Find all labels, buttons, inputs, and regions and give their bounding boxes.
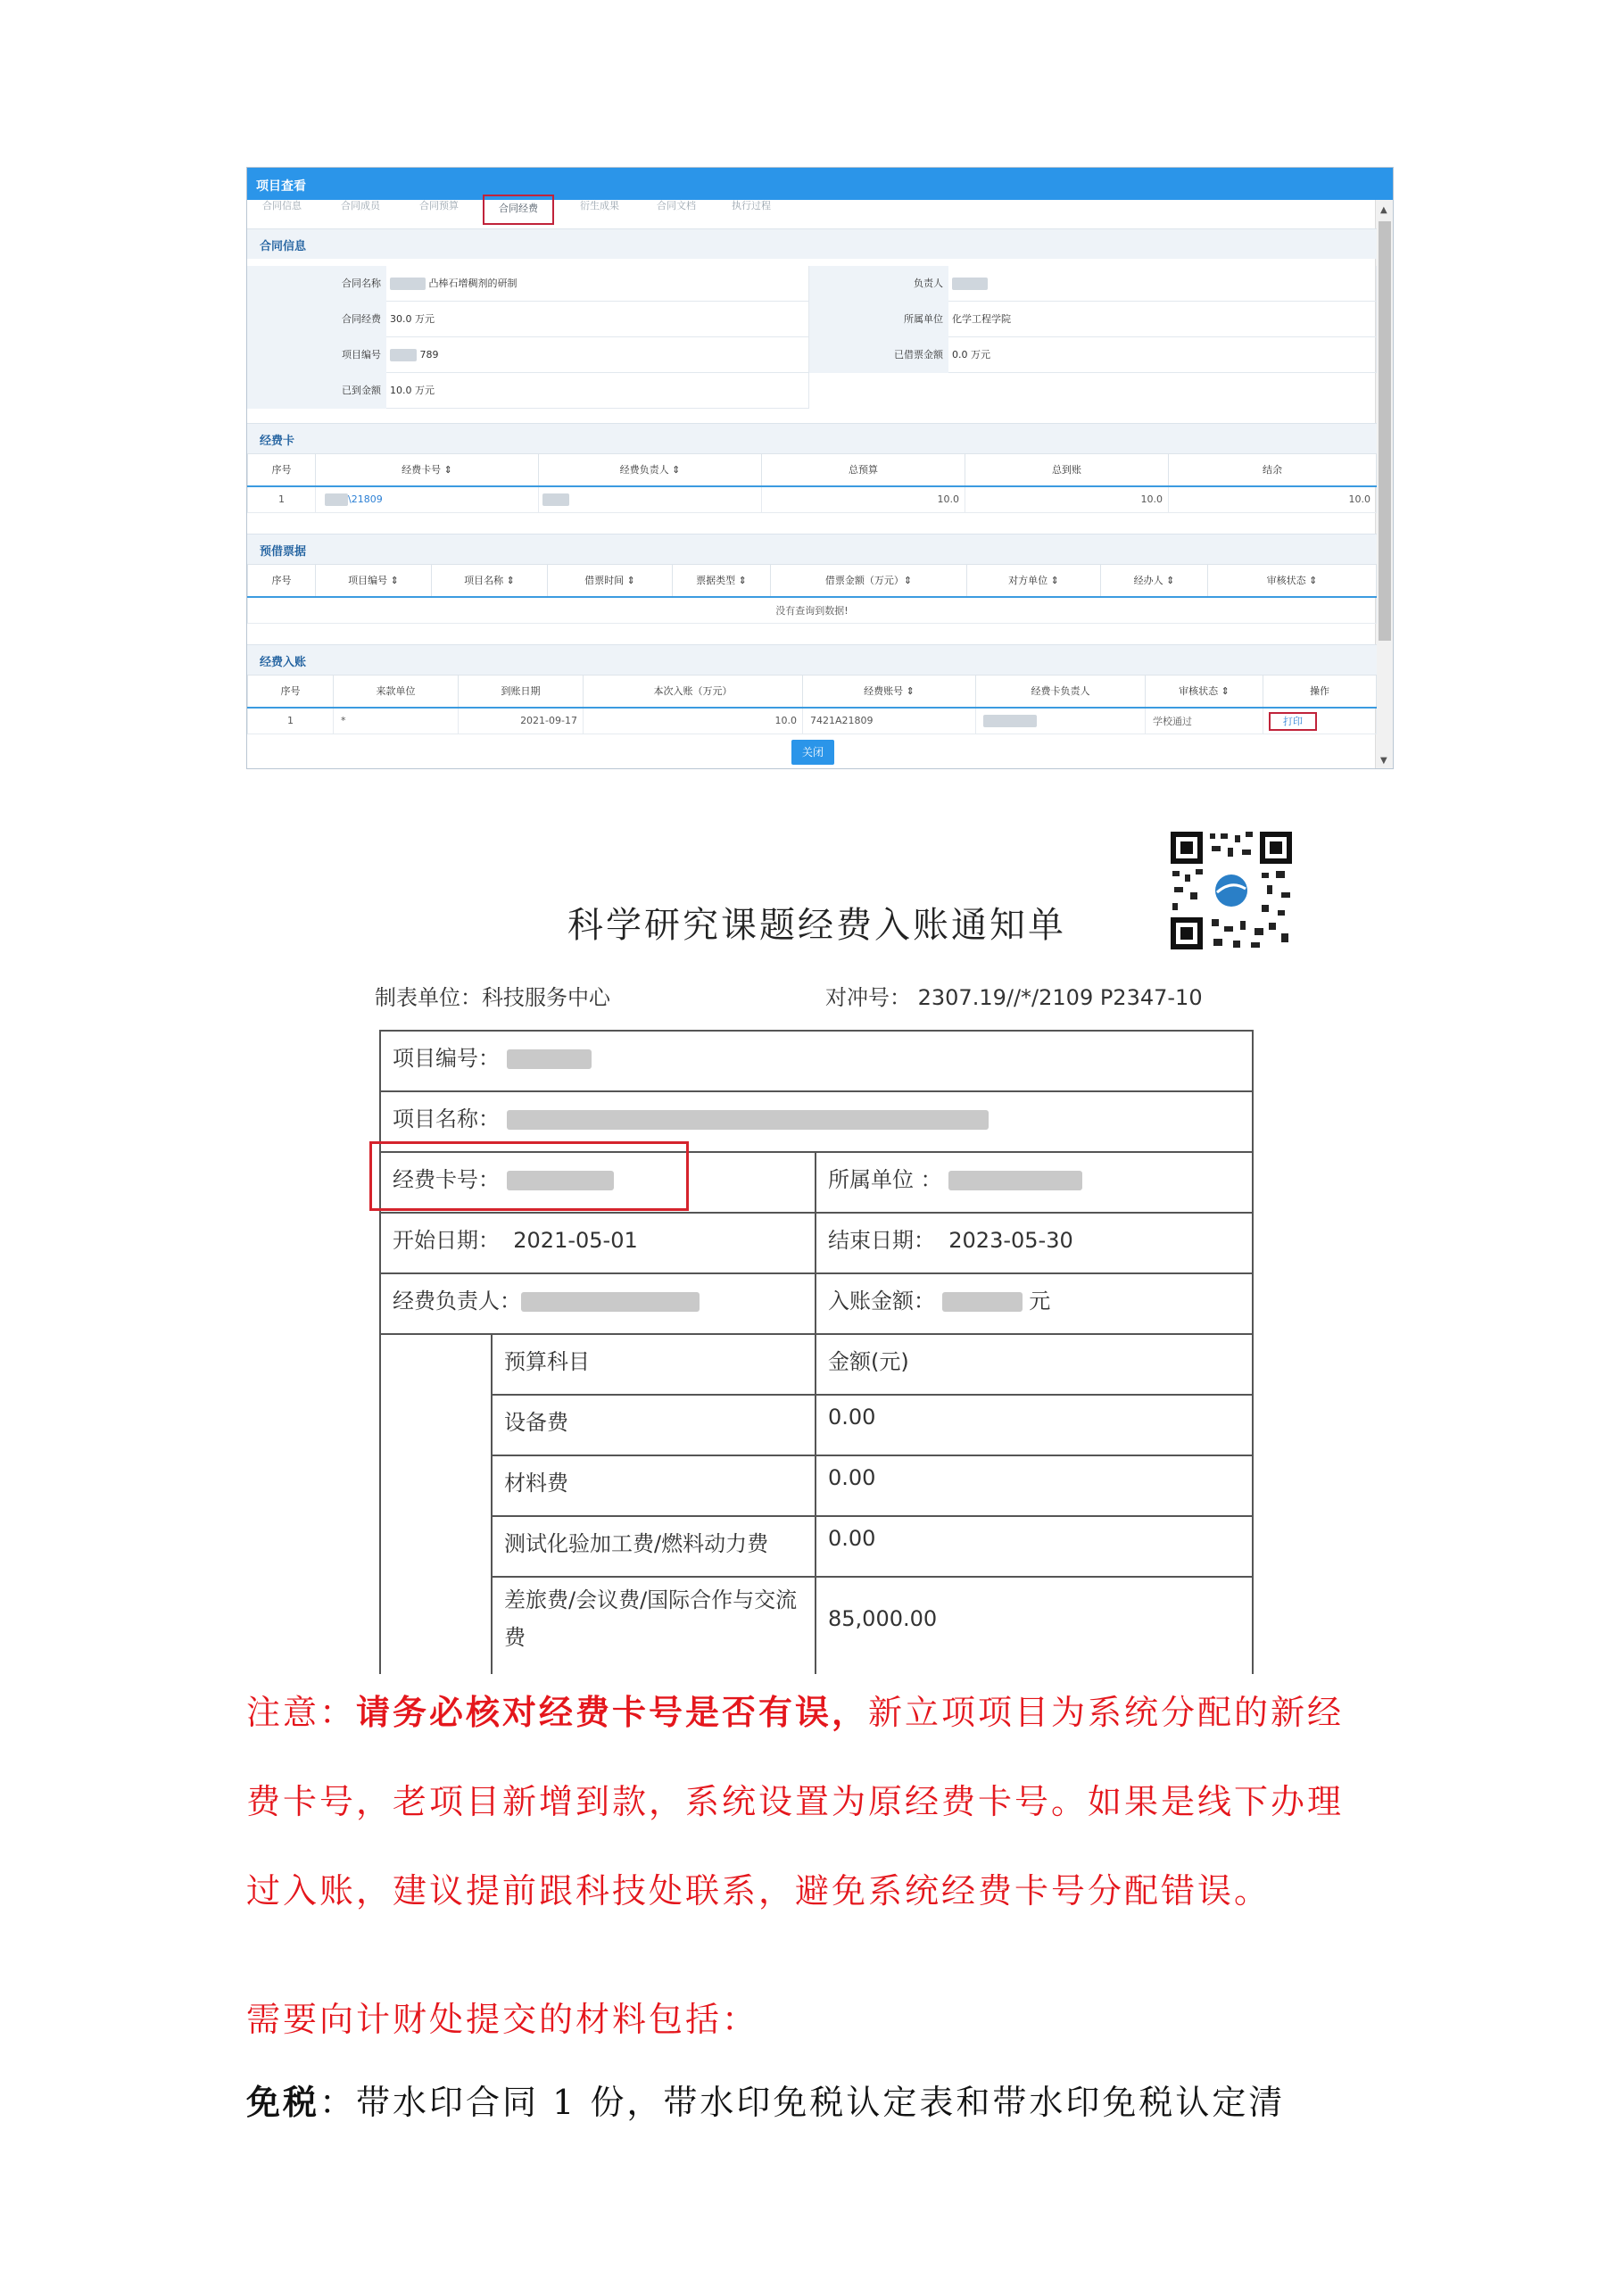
tab-contract-docs[interactable]: 合同文档	[657, 200, 696, 211]
panel-title: 项目查看	[256, 179, 306, 194]
contract-name-value: 凸棒石增稠剂的研制	[386, 266, 809, 302]
unit-value: 化学工程学院	[948, 302, 1377, 337]
budget-item-name: 测试化验加工费/燃料动力费	[504, 1531, 769, 1556]
panel-title-bar	[247, 168, 1394, 200]
contract-fund-label: 合同经费	[247, 302, 386, 337]
scroll-thumb[interactable]	[1379, 221, 1391, 641]
prebill-title: 预借票据	[260, 545, 307, 559]
budget-item-amount: 0.00	[828, 1526, 876, 1551]
col-leader[interactable]: 经费负责人 ⇕	[539, 454, 762, 486]
scroll-down-icon[interactable]: ▼	[1380, 756, 1387, 766]
arrived-label: 已到金额	[247, 373, 386, 409]
contract-name-label: 合同名称	[247, 266, 386, 302]
info-row-1	[247, 266, 1377, 302]
note-line-2: 费卡号，老项目新增到款，系统设置为原经费卡号。如果是线下办理	[246, 1782, 1345, 1821]
col-card-no[interactable]: 经费卡号 ⇕	[316, 454, 539, 486]
fund-entry-header	[247, 644, 1377, 675]
project-code-value: 789	[386, 337, 809, 373]
project-code-label: 项目编号	[247, 337, 386, 373]
budget-item-name: 差旅费/会议费/国际合作与交流费	[504, 1587, 798, 1650]
fund-card-title: 经费卡	[260, 435, 295, 448]
tab-derived-results[interactable]: 衍生成果	[580, 200, 619, 211]
card-number-link[interactable]: \21809	[348, 493, 383, 505]
entry-amount-row: 入账金额： 元	[828, 1289, 1051, 1314]
col-balance: 结余	[1169, 454, 1377, 486]
tab-strip	[247, 200, 1377, 216]
close-button[interactable]: 关闭	[791, 740, 834, 765]
budget-item-amount: 0.00	[828, 1465, 876, 1490]
info-row-4	[247, 373, 1377, 409]
contract-info-header	[247, 228, 1377, 259]
form-ref-number: 对冲号： 2307.19//*/2109 P2347-10	[825, 985, 1203, 1010]
budget-item-name: 材料费	[504, 1471, 568, 1496]
note-line-1: 注意：请务必核对经费卡号是否有误，新立项项目为系统分配的新经	[246, 1692, 1345, 1732]
no-data-message: 没有查询到数据!	[248, 597, 1377, 624]
table-row: 1 * 2021-09-17 10.0 7421A21809 学校通过 打印	[248, 708, 1377, 734]
panel-scrollbar[interactable]	[1375, 200, 1393, 769]
budget-amount-header: 金额(元)	[828, 1349, 909, 1374]
contract-info-title: 合同信息	[260, 240, 307, 253]
materials-heading: 需要向计财处提交的材料包括：	[246, 2000, 759, 2039]
form-maker: 制表单位：科技服务中心	[375, 985, 610, 1010]
fund-entry-title: 经费入账	[260, 656, 307, 669]
tab-contract-members[interactable]: 合同成员	[341, 200, 380, 211]
tab-execution-process[interactable]: 执行过程	[732, 200, 771, 211]
prebill-header	[247, 534, 1377, 564]
budget-item-name: 设备费	[504, 1410, 568, 1435]
tax-exempt-line: 免税：带水印合同 1 份，带水印免税认定表和带水印免税认定清	[246, 2082, 1286, 2122]
info-row-3	[247, 337, 1377, 373]
print-link[interactable]: 打印	[1269, 712, 1317, 731]
leader-label: 负责人	[809, 266, 948, 302]
col-index: 序号	[248, 454, 316, 486]
form-leader-row: 经费负责人：	[393, 1283, 700, 1314]
project-code-row: 项目编号：	[393, 1040, 592, 1072]
card-number-row: 经费卡号：	[393, 1162, 614, 1193]
tab-contract-budget[interactable]: 合同预算	[419, 200, 459, 211]
end-date-row: 结束日期： 2023-05-30	[828, 1228, 1073, 1253]
table-row: 1 \21809 10.0 10.0 10.0	[248, 486, 1377, 513]
col-budget: 总预算	[762, 454, 965, 486]
fund-card-header	[247, 423, 1377, 453]
borrowed-label: 已借票金额	[809, 337, 948, 373]
prebill-table: 序号 项目编号 ⇕ 项目名称 ⇕ 借票时间 ⇕ 票据类型 ⇕ 借票金额（万元）⇕ 对方单位 ⇕ 经办人 ⇕ 审核状态 ⇕ 没有查询到数据!	[247, 564, 1377, 624]
notice-form-title: 科学研究课题经费入账通知单	[567, 905, 1066, 946]
tab-contract-info[interactable]: 合同信息	[262, 200, 302, 211]
col-arrived: 总到账	[965, 454, 1169, 486]
fund-entry-table: 序号 来款单位 到账日期 本次入账（万元） 经费账号 ⇕ 经费卡负责人 审核状态 ⇕ 操作 1 * 2021-09-17 10.0 7421A21809 学校通过 打印	[247, 675, 1377, 734]
contract-fund-value: 30.0 万元	[386, 302, 809, 337]
qr-code-icon	[1169, 830, 1294, 951]
start-date-row: 开始日期： 2021-05-01	[393, 1228, 638, 1253]
unit-label: 所属单位	[809, 302, 948, 337]
budget-item-amount: 85,000.00	[828, 1606, 938, 1631]
leader-value	[948, 266, 1377, 302]
arrived-value: 10.0 万元	[386, 373, 809, 409]
form-unit-row: 所属单位 ：	[828, 1162, 1082, 1193]
info-row-2	[247, 302, 1377, 337]
borrowed-value: 0.0 万元	[948, 337, 1377, 373]
project-name-row: 项目名称：	[393, 1101, 989, 1132]
scroll-up-icon[interactable]: ▲	[1380, 205, 1387, 215]
budget-item-header: 预算科目	[504, 1349, 590, 1374]
project-view-panel	[246, 167, 1394, 769]
note-line-3: 过入账，建议提前跟科技处联系，避免系统经费卡号分配错误。	[246, 1871, 1271, 1911]
tab-contract-funds[interactable]: 合同经费	[483, 195, 554, 225]
fund-card-table	[247, 453, 1377, 513]
budget-item-amount: 0.00	[828, 1405, 876, 1430]
